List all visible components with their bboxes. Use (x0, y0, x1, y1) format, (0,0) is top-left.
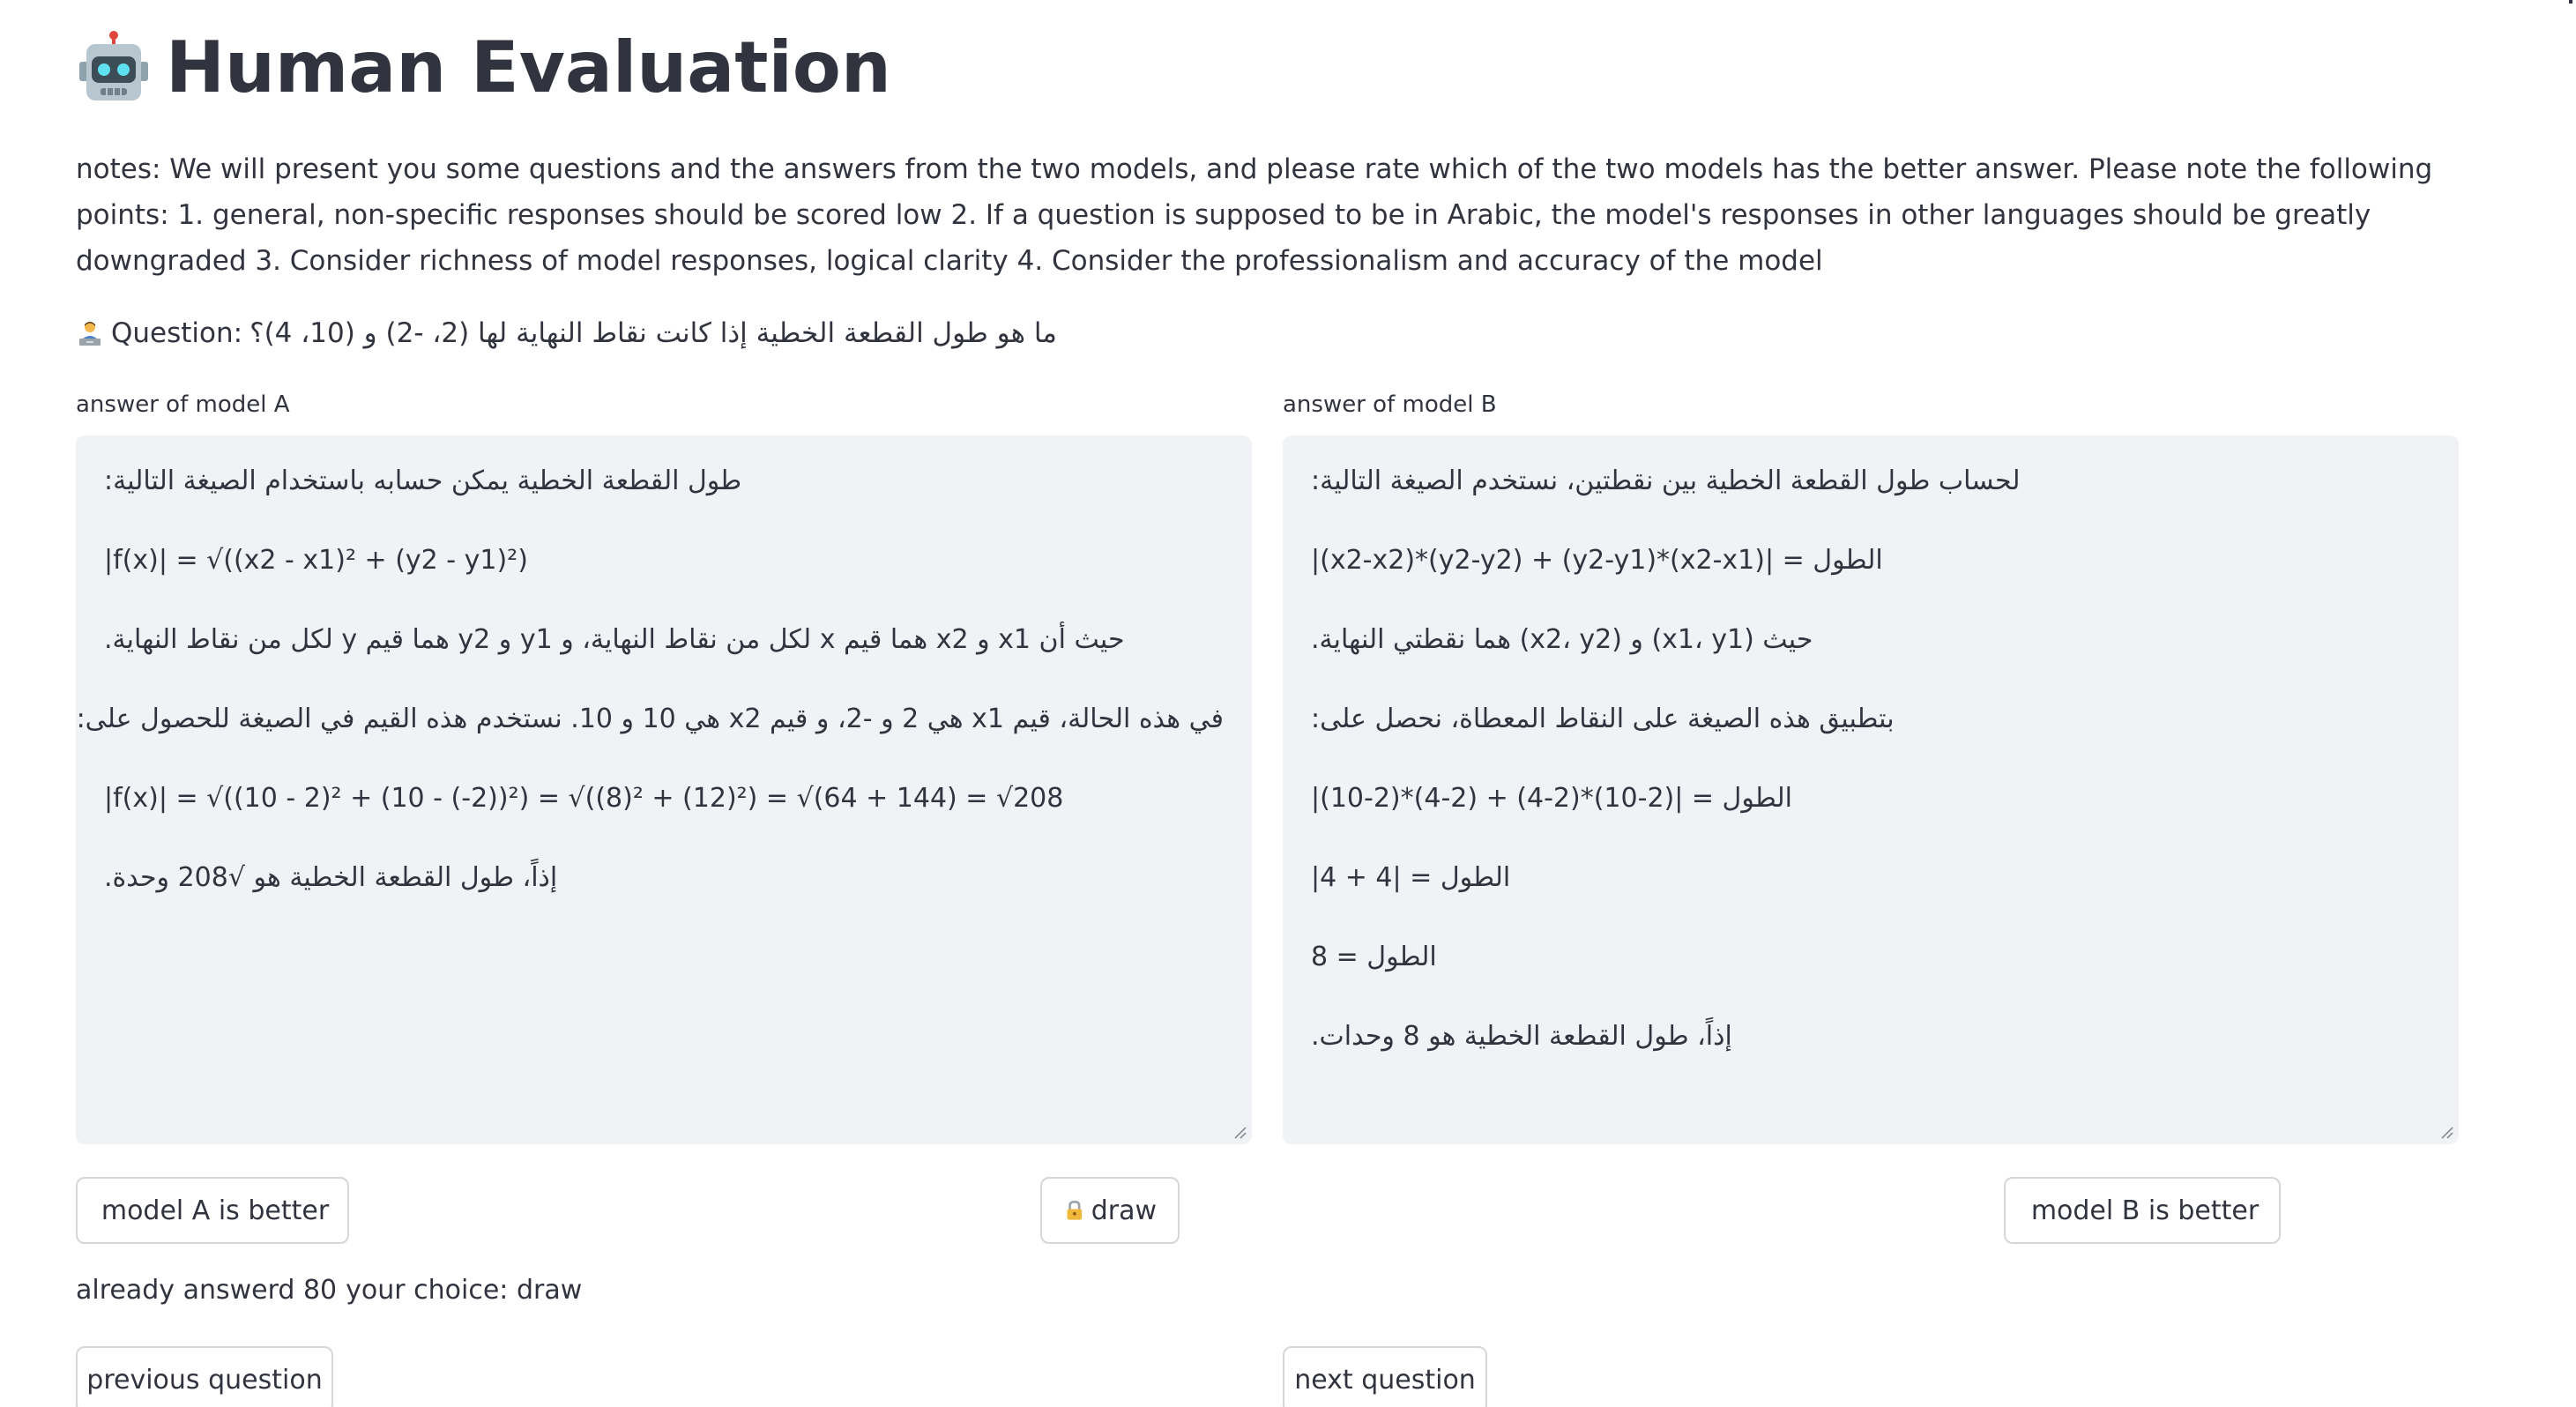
model-b-line: الطول = |4 + 4| (1311, 862, 1511, 893)
model-a-better-label: model A is better (101, 1195, 330, 1226)
model-a-label: answer of model A (76, 391, 290, 418)
model-a-line: |f(x)| = √((10 - 2)² + (10 - (-2))²) = √((8)² + (12)²) = √(64 + 144) = √208 (104, 783, 1064, 814)
lock-icon (1063, 1195, 1086, 1225)
model-b-line: حيث (x1، y1) و (x2، y2) هما نقطتي النهاية. (1311, 624, 1813, 655)
model-b-line: الطول = |(2-10)*(2-4) + (2-4)*(2-10)| (1311, 783, 1792, 814)
model-b-better-label: model B is better (2030, 1195, 2260, 1226)
next-question-button[interactable] (1283, 1346, 1487, 1407)
previous-question-button[interactable] (76, 1346, 333, 1407)
model-b-line: لحساب طول القطعة الخطية بين نقطتين، نستخدم الصيغة التالية: (1311, 465, 2021, 496)
status-text (76, 1271, 591, 1310)
title-row (76, 26, 891, 108)
next-question-label: next question (1294, 1364, 1476, 1396)
model-a-line: طول القطعة الخطية يمكن حسابه باستخدام الصيغة التالية: (104, 465, 742, 496)
model-b-better-button[interactable] (2004, 1177, 2281, 1244)
answered-count: already answerd 80 (76, 1275, 338, 1306)
model-b-label: answer of model B (1283, 391, 1497, 418)
draw-button[interactable] (1040, 1177, 1180, 1244)
corner-mark (2569, 0, 2572, 4)
notes-text: notes: We will present you some questions and the answers from the two models, and please rate which of the two models has the better answer. Please note the following points: 1. general, non-specific responses should be scored low 2. If a question is supposed to be in Arabic, the model's responses in other languages should be greatly downgraded 3. Consider richness of model responses, logical clarity 4. Consider the professionalism and accuracy of the model (76, 153, 2433, 277)
model-b-line: بتطبيق هذه الصيغة على النقاط المعطاة، نحصل على: (1311, 704, 1895, 734)
model-b-answer-textarea[interactable] (1283, 436, 2459, 1144)
model-a-line: |f(x)| = √((x2 - x1)² + (y2 - y1)²) (104, 545, 528, 576)
model-a-line: في هذه الحالة، قيم x1 هي 2 و -2، و قيم x2 هي 10 و 10. نستخدم هذه القيم في الصيغة للحصول على: (76, 704, 1224, 734)
model-b-line: الطول = |(x2-x1)*(y2-y1) + (y2-y2)*(x2-x2)| (1311, 545, 1883, 576)
resize-handle-icon[interactable] (1232, 1125, 1247, 1139)
page-title: Human Evaluation (166, 26, 891, 108)
previous-question-label: previous question (86, 1364, 323, 1396)
model-a-answer-textarea[interactable] (76, 436, 1252, 1144)
robot-icon (76, 30, 152, 106)
model-b-line: إذاً، طول القطعة الخطية هو 8 وحدات. (1311, 1021, 1732, 1052)
question-text: ما هو طول القطعة الخطية إذا كانت نقاط النهاية لها (2، -2) و (10، 4)؟ (249, 317, 1057, 349)
question-row (76, 314, 1057, 353)
resize-handle-icon[interactable] (2439, 1125, 2453, 1139)
person-at-laptop-icon (76, 319, 104, 347)
model-b-line: الطول = 8 (1311, 942, 1437, 972)
model-a-line: حيث أن x1 و x2 هما قيم x لكل من نقاط النهاية، و y1 و y2 هما قيم y لكل من نقاط النهاية. (104, 624, 1125, 655)
model-a-better-button[interactable] (76, 1177, 349, 1244)
current-choice: your choice: draw (346, 1275, 583, 1306)
model-a-line: إذاً، طول القطعة الخطية هو √208 وحدة. (104, 862, 558, 893)
question-label: Question: (111, 317, 243, 349)
draw-label: draw (1091, 1195, 1157, 1226)
